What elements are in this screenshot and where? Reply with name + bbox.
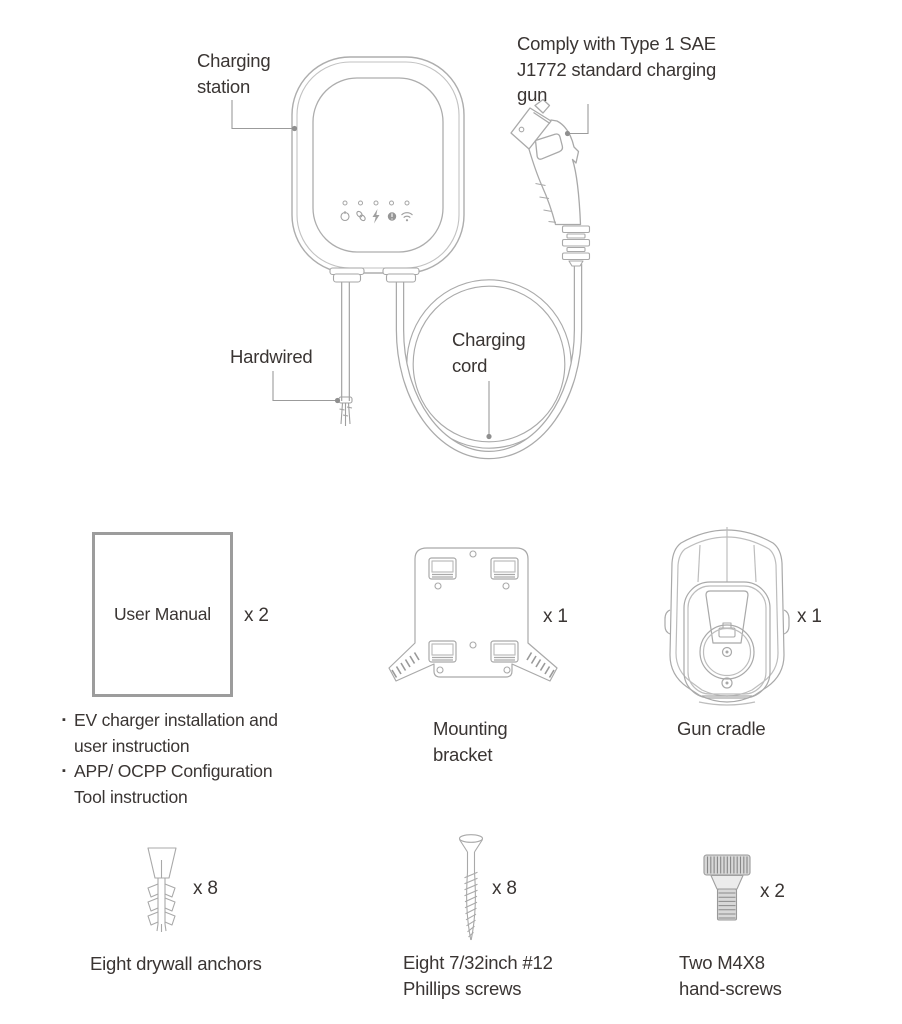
gun-cradle-qty: x 1 — [797, 606, 822, 627]
note-item1-line2: user instruction — [74, 736, 190, 756]
alert-icon — [388, 212, 396, 220]
mounting-bracket-illustration — [380, 540, 565, 690]
gun-standard-note — [517, 31, 716, 108]
note-bullet-1: ▪ — [62, 714, 66, 726]
mounting-bracket-label — [433, 716, 508, 767]
note-item1-line1: EV charger installation and — [74, 710, 278, 730]
drywall-anchors-qty: x 8 — [193, 878, 218, 899]
charging-cord-label — [452, 327, 525, 378]
wifi-icon — [402, 213, 413, 222]
charging-station-body — [292, 57, 464, 273]
gun-strain-relief — [563, 226, 590, 266]
gun-note-line3: gun — [517, 84, 548, 105]
gun-cradle-illustration — [655, 515, 800, 715]
user-manual-title: User Manual — [113, 604, 211, 624]
note-item2-line1: APP/ OCPP Configuration — [74, 761, 273, 781]
bracket-wing-hatch — [392, 653, 554, 678]
stripped-wires — [340, 403, 353, 426]
bracket-hooks — [429, 558, 518, 662]
hand-screws-label-line1: Two M4X8 — [679, 952, 765, 973]
hardwired-label: Hardwired — [230, 346, 313, 367]
thread-lines — [719, 893, 736, 918]
mounting-bracket-label-line2: bracket — [433, 743, 493, 765]
note-item2-line2: Tool instruction — [74, 787, 188, 807]
cradle-nozzle-guide — [706, 591, 748, 643]
hand-screws-label — [679, 950, 782, 1001]
drywall-anchors-label: Eight drywall anchors — [90, 953, 262, 974]
power-icon — [341, 211, 349, 221]
hardwired-cable — [339, 282, 352, 426]
cable-glands — [330, 268, 419, 282]
gun-note-line1: Comply with Type 1 SAE — [517, 33, 716, 54]
charging-station-illustration — [0, 0, 902, 480]
charging-station-label — [197, 48, 270, 99]
user-manual-qty: x 2 — [244, 605, 269, 626]
mounting-bracket-qty: x 1 — [543, 606, 568, 627]
phillips-screws-qty: x 8 — [492, 878, 517, 899]
charging-gun — [511, 100, 590, 267]
cradle-facet-lines — [698, 527, 756, 582]
link-icon — [356, 210, 366, 221]
gun-note-line2: J1772 standard charging — [517, 58, 717, 80]
charging-cord-label-line1: Charging — [452, 329, 526, 350]
phillips-screw-illustration — [455, 830, 489, 950]
charging-cord-label-line2: cord — [452, 354, 488, 376]
hand-screw-illustration — [700, 853, 754, 923]
led-dots — [343, 201, 409, 205]
charging-station-label-line2: station — [197, 75, 251, 97]
led-indicator-icons — [341, 201, 413, 224]
phillips-screws-label-line2: Phillips screws — [403, 977, 522, 999]
mounting-bracket-label-line1: Mounting — [433, 718, 508, 739]
charging-station-label-line1: Charging — [197, 50, 271, 71]
phillips-screws-label — [403, 950, 553, 1001]
hand-screws-qty: x 2 — [760, 881, 785, 902]
drywall-anchor-illustration — [138, 842, 186, 934]
anchor-barbs — [148, 884, 175, 925]
user-manual-illustration — [92, 532, 233, 697]
bolt-icon — [373, 209, 380, 224]
hand-screws-label-line2: hand-screws — [679, 977, 782, 999]
phillips-screws-label-line1: Eight 7/32inch #12 — [403, 952, 553, 973]
note-bullet-2: ▪ — [62, 765, 66, 777]
gun-cradle-label: Gun cradle — [677, 718, 766, 739]
